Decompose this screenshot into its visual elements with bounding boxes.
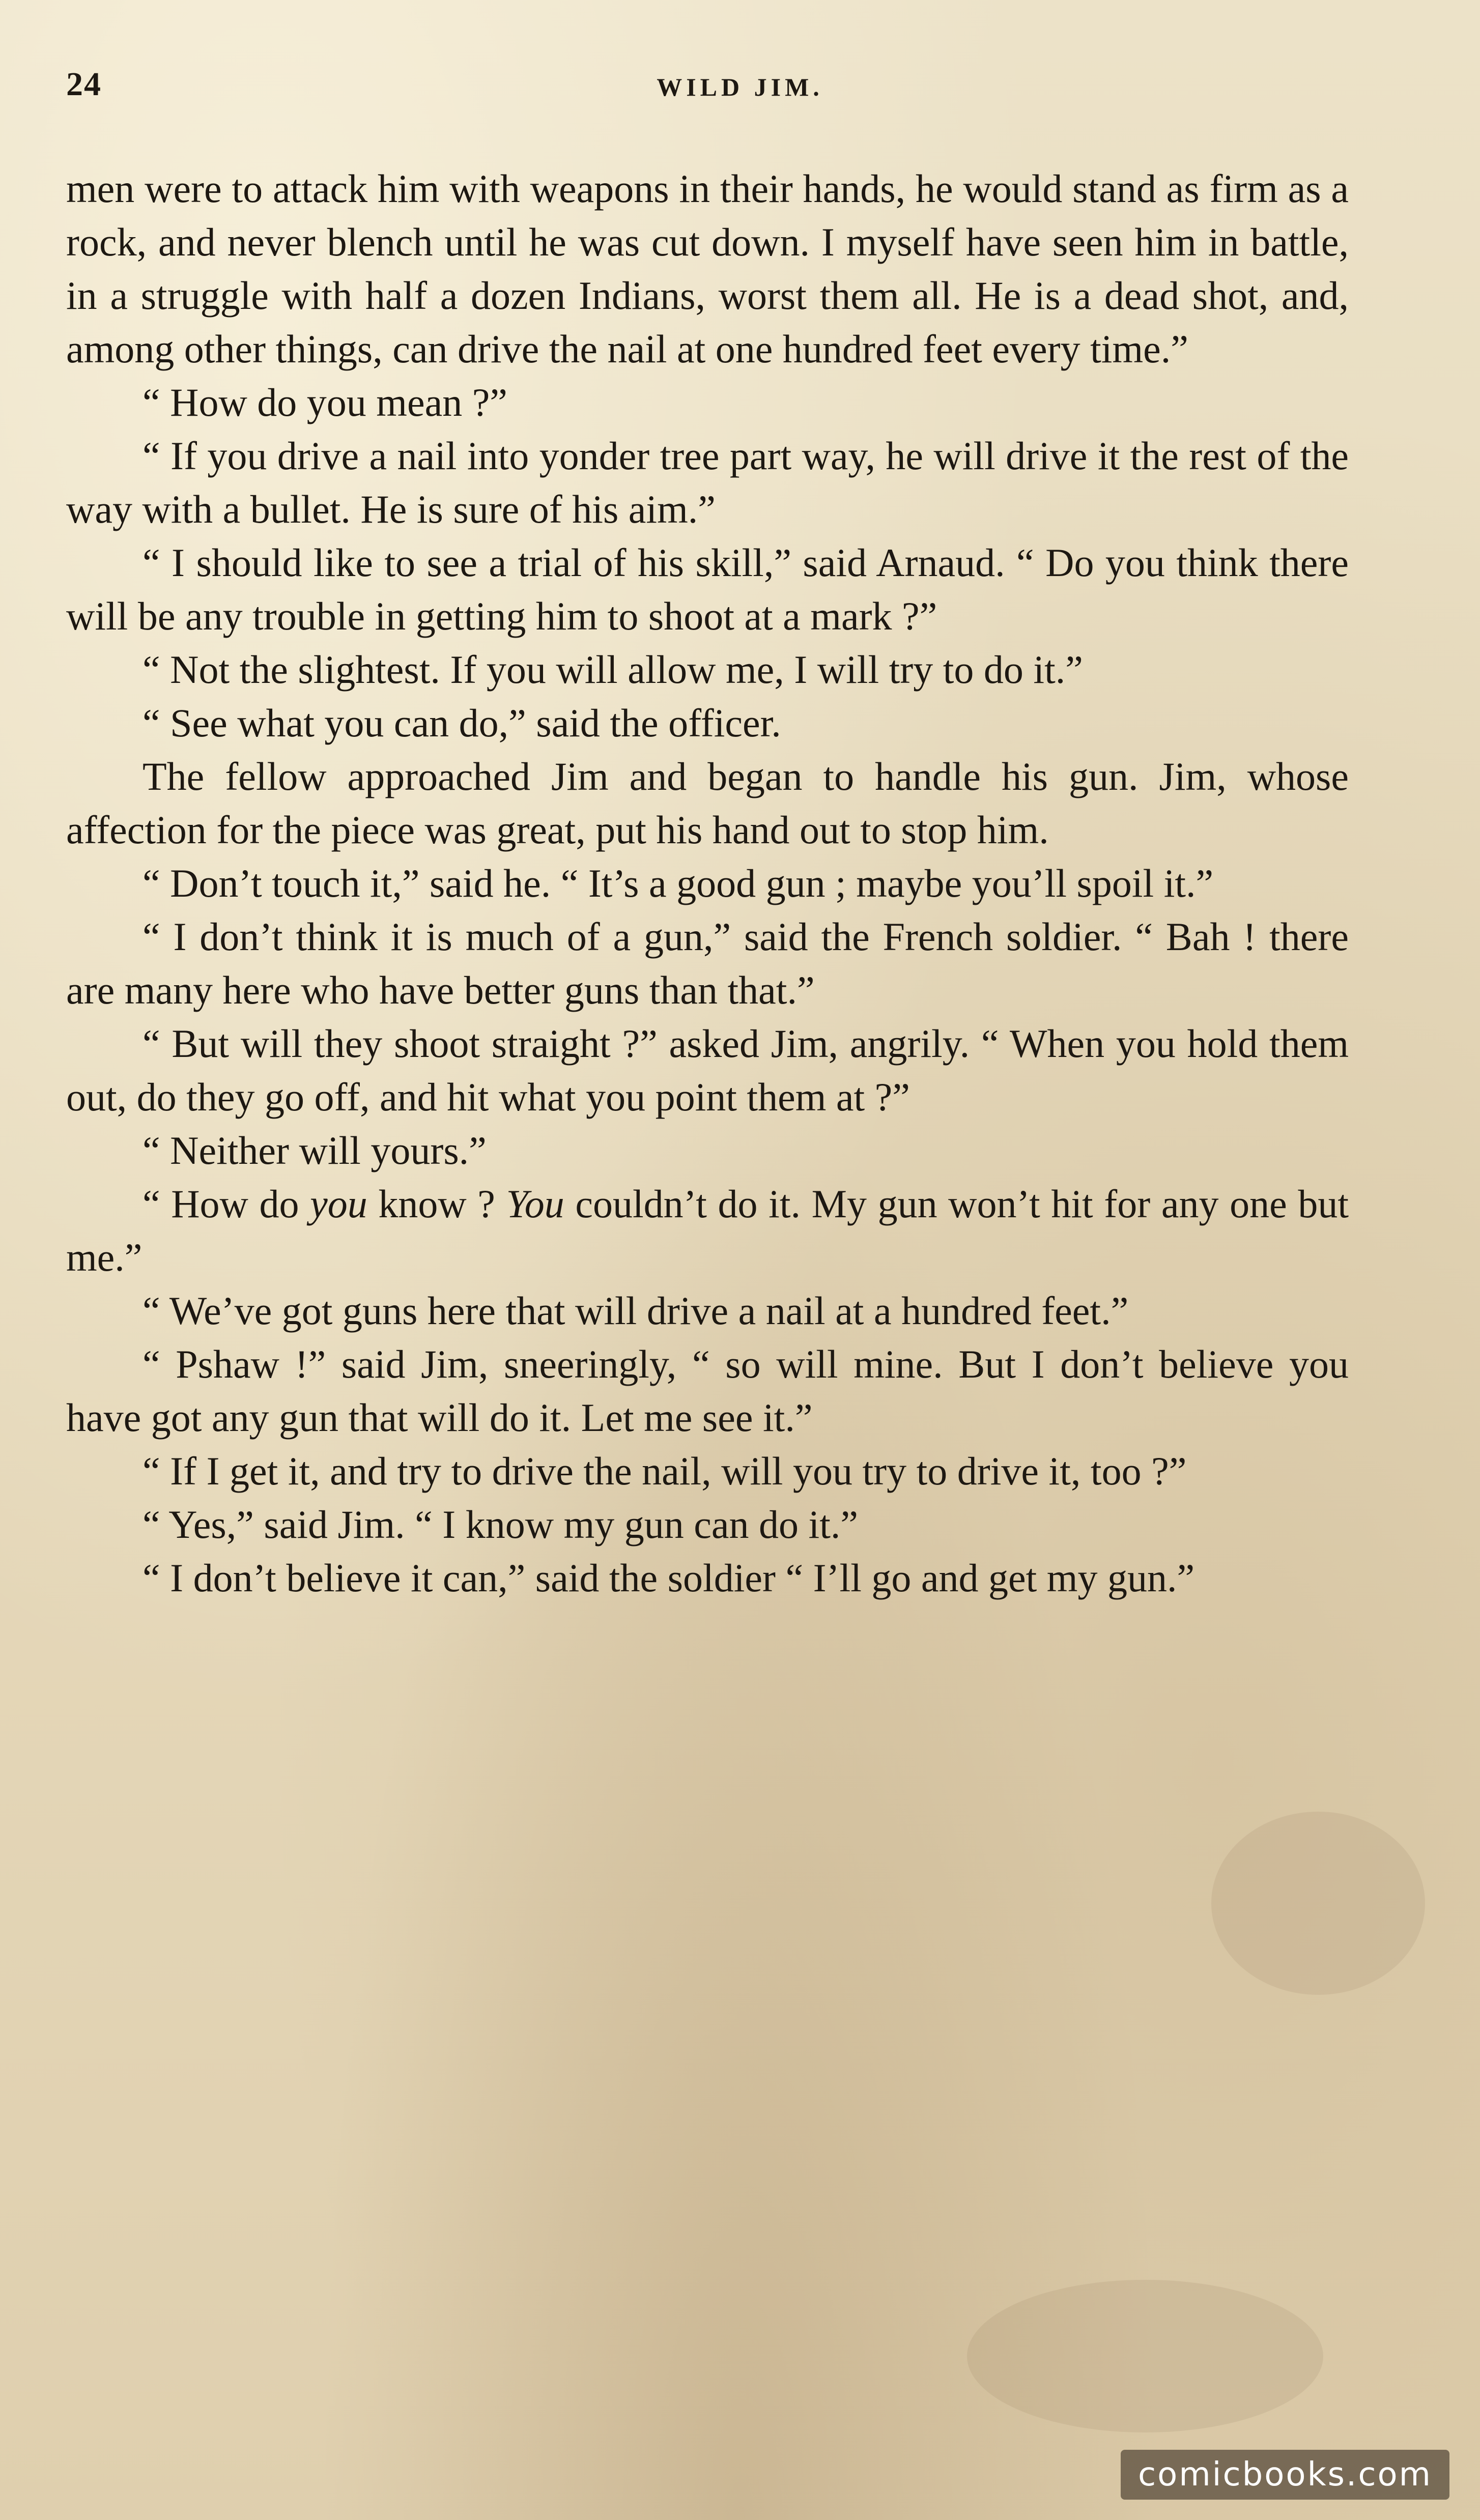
paper-stain [967,2280,1323,2432]
page-number: 24 [66,66,102,103]
paragraph: “ How do you know ? You couldn’t do it. My gun won’t hit for any one but me.” [66,1182,1349,1279]
paragraph: “ Not the slightest. If you will allow me, I will try to do it.” [143,647,1083,692]
body-text [66,162,1349,1605]
paper-stain [1211,1812,1425,1995]
paragraph: “ Yes,” said Jim. “ I know my gun can do it.” [143,1502,858,1547]
paragraph: “ I should like to see a trial of his skill,” said Arnaud. “ Do you think there will be any trouble in getting him to shoot at a mark ?” [66,540,1349,638]
paragraph: “ Don’t touch it,” said he. “ It’s a good gun ; maybe you’ll spoil it.” [143,861,1214,905]
paragraph: “ Pshaw !” said Jim, sneeringly, “ so will mine. But I don’t believe you have got any gun that will do it. Let me see it.” [66,1342,1349,1440]
paragraph: “ How do you mean ?” [143,380,507,424]
paragraph: “ We’ve got guns here that will drive a nail at a hundred feet.” [143,1288,1129,1333]
watermark: comicbooks.com [1121,2450,1449,2500]
running-title: WILD JIM. [657,73,823,101]
paragraph: The fellow approached Jim and began to handle his gun. Jim, whose affection for the piece was great, put his hand out to stop him. [66,754,1349,852]
page-header [66,65,1414,121]
paragraph: men were to attack him with weapons in their hands, he would stand as firm as a rock, and never blench until he was cut down. I myself have seen him in battle, in a struggle with half a dozen Indians, worst them all. He is a dead shot, and, among other things, can drive the nail at one hundred feet every time.” [66,166,1349,371]
paragraph: “ If I get it, and try to drive the nail, will you try to drive it, too ?” [143,1449,1187,1493]
paragraph: “ If you drive a nail into yonder tree part way, he will drive it the rest of the way with a bullet. He is sure of his aim.” [66,434,1349,531]
paragraph: “ But will they shoot straight ?” asked Jim, angrily. “ When you hold them out, do they go off, and hit what you point them at ?” [66,1021,1349,1119]
paragraph: “ Neither will yours.” [143,1128,487,1172]
paragraph: “ See what you can do,” said the officer. [143,701,781,745]
paragraph: “ I don’t think it is much of a gun,” said the French soldier. “ Bah ! there are many here who have better guns than that.” [66,914,1349,1012]
paragraph: “ I don’t believe it can,” said the soldier “ I’ll go and get my gun.” [143,1556,1195,1600]
